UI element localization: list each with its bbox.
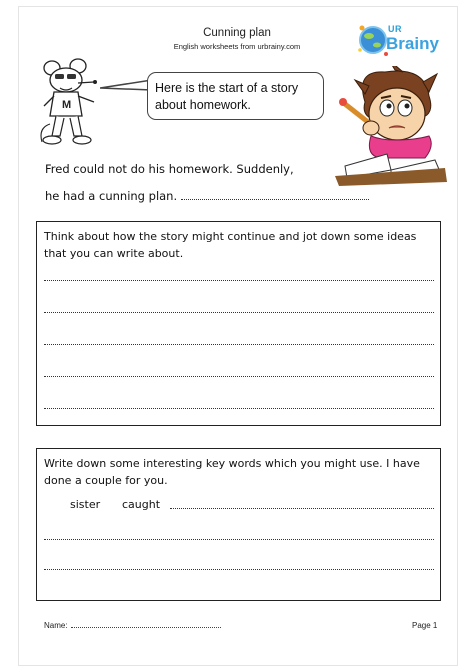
keywords-writing-line[interactable] (170, 508, 434, 509)
story-line-1: Fred could not do his homework. Suddenly, (45, 162, 294, 176)
page-title: Cunning plan (203, 27, 271, 39)
ideas-writing-line[interactable] (44, 408, 434, 409)
ideas-box-instruction: Think about how the story might continue and jot down some ideas that you can write about. (44, 230, 417, 260)
story-line-2: he had a cunning plan. (45, 189, 178, 203)
ideas-writing-line[interactable] (44, 280, 434, 281)
story-line-2-row (45, 189, 369, 203)
speech-bubble-text: Here is the start of a story about homework. (155, 81, 299, 112)
svg-text:M: M (62, 99, 72, 111)
keyword-sister: sister (70, 498, 101, 511)
name-label: Name: (44, 621, 68, 630)
logo-text-top: UR (388, 24, 402, 34)
speech-bubble (147, 72, 324, 120)
ideas-writing-line[interactable] (44, 312, 434, 313)
name-writing-line[interactable] (71, 621, 221, 628)
keyword-caught: caught (122, 498, 161, 511)
logo-text-bottom: Brainy (386, 34, 439, 53)
page-subtitle: English worksheets from urbrainy.com (173, 42, 301, 51)
mouse-mascot-icon (38, 58, 108, 146)
ideas-writing-line[interactable] (44, 344, 434, 345)
story-continuation-line[interactable] (181, 190, 369, 200)
keywords-box-instruction: Write down some interesting key words which you might use. I have done a couple for you. (44, 457, 420, 487)
name-field-row (44, 621, 221, 630)
keywords-writing-line[interactable] (44, 569, 434, 570)
page-number: Page 1 (412, 621, 438, 630)
keywords-box (36, 448, 441, 601)
keywords-writing-line[interactable] (44, 539, 434, 540)
speech-bubble-tail-icon (100, 76, 152, 96)
ideas-box (36, 221, 441, 426)
ideas-writing-line[interactable] (44, 376, 434, 377)
thinking-boy-illustration-icon (325, 66, 450, 186)
